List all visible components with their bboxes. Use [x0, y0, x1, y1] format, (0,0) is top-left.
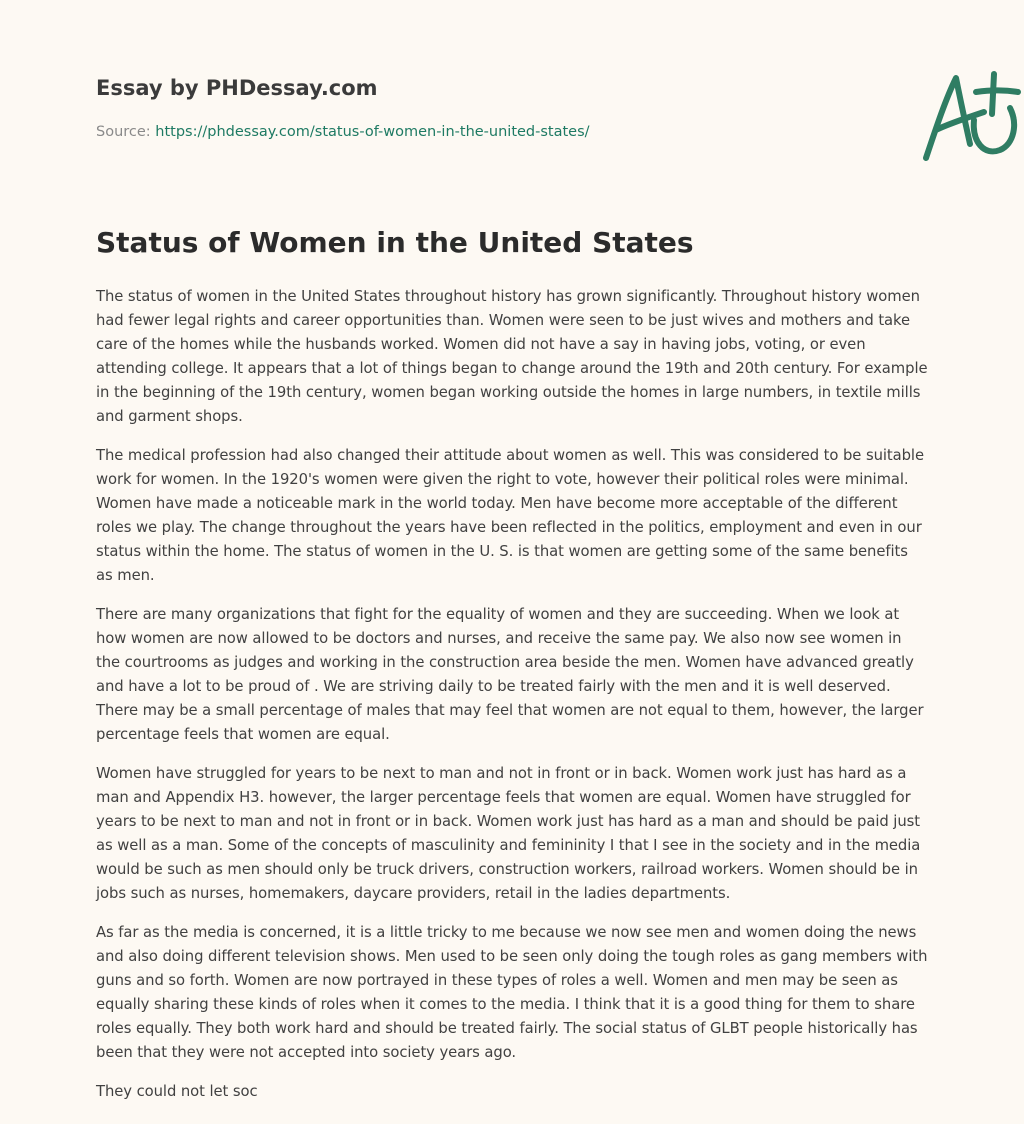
essay-paragraph: The medical profession had also changed their attitude about women as well. This was considered to be suitable work for women. In the 1920's women were given the right to vote, however their political roles were minimal. Women have made a noticeable mark in the world today. Men have become more acceptable of the different roles we play. The change throughout the years have been reflected in the politics, employment and even in our status within the home. The status of women in the U. S. is that women are getting some of the same benefits as men. — [96, 447, 924, 584]
source-link[interactable]: https://phdessay.com/status-of-women-in-the-united-states/ — [155, 124, 590, 140]
essay-paragraph: The status of women in the United States throughout history has grown significantly. Throughout history women had fewer legal rights and career opportunities than. Women were seen to be just wives and mothers and take care of the homes while the husbands worked. Women did not have a say in having jobs, voting, or even attending college. It appears that a lot of things began to change around the 19th and 20th century. For example in the beginning of the 19th century, women began working outside the homes in large numbers, in textile mills and garment shops. — [96, 288, 928, 425]
essay-paragraph: There are many organizations that fight for the equality of women and they are succeeding. When we look at how women are now allowed to be doctors and nurses, and receive the same pay. We also now see women in the courtrooms as judges and working in the construction area beside the men. Women have advanced greatly and have a lot to be proud of . We are striving daily to be treated fairly with the men and it is well deserved. There may be a small percentage of males that may feel that women are not equal to them, however, the larger percentage feels that women are equal. — [96, 606, 924, 743]
site-brand: Essay by PHDessay.com — [96, 76, 378, 100]
essay-paragraph: They could not let soc — [96, 1083, 258, 1100]
essay-body — [96, 285, 928, 1119]
essay-title: Status of Women in the United States — [96, 226, 694, 259]
essay-paragraph: As far as the media is concerned, it is a little tricky to me because we now see men and women doing the news and also doing different television shows. Men used to be seen only doing the tough roles as gang members with guns and so forth. Women are now portrayed in these types of roles a well. Women and men may be seen as equally sharing these kinds of roles when it comes to the media. I think that it is a good thing for them to share roles equally. They both work hard and should be treated fairly. The social status of GLBT people historically has been that they were not accepted into society years ago. — [96, 924, 928, 1061]
source-line — [96, 124, 590, 140]
a-plus-logo-icon — [914, 68, 1024, 168]
source-label: Source: — [96, 124, 151, 140]
essay-paragraph: Women have struggled for years to be next to man and not in front or in back. Women work just has hard as a man and Appendix H3. however, the larger percentage feels that women are equal. Women have struggled for years to be next to man and not in front or in back. Women work just has hard as a man and should be paid just as well as a man. Some of the concepts of masculinity and femininity I that I see in the society and in the media would be such as men should only be truck drivers, construction workers, railroad workers. Women should be in jobs such as nurses, homemakers, daycare providers, retail in the ladies departments. — [96, 765, 921, 902]
